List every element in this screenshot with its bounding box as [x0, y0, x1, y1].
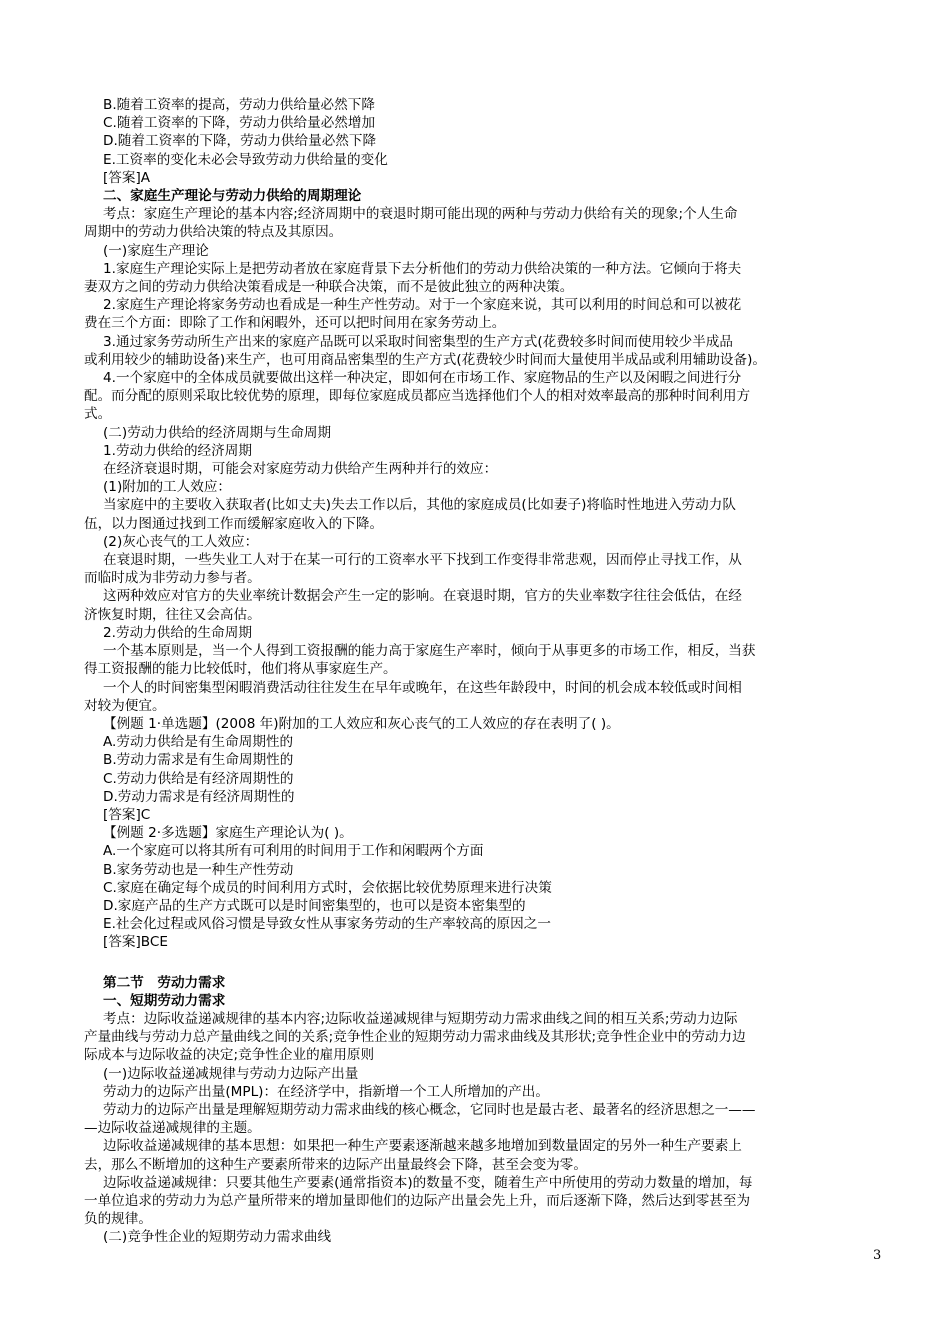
- text-line: 一个人的时间密集型闲暇消费活动往往发生在早年或晚年，在这些年龄段中，时间的机会成本较低或时间相: [103, 679, 742, 696]
- text-line: C.随着工资率的下降，劳动力供给量必然增加: [103, 115, 376, 132]
- text-line: 边际收益递减规律的基本思想：如果把一种生产要素逐渐越来越多地增加到数量固定的另外一种生产要素上: [103, 1138, 742, 1155]
- text-line: D.随着工资率的下降，劳动力供给量必然下降: [103, 133, 377, 150]
- text-line: 【例题 2·多选题】家庭生产理论认为( )。: [103, 825, 353, 842]
- text-line: D.劳动力需求是有经济周期性的: [103, 788, 295, 805]
- text-line: 配。而分配的原则采取比较优势的原理，即每位家庭成员都应当选择他们个人的相对效率最高的那种时间利用方: [84, 388, 751, 405]
- text-line: (二)劳动力供给的经济周期与生命周期: [103, 424, 332, 441]
- text-line: (2)灰心丧气的工人效应：: [103, 533, 259, 550]
- text-line: 【例题 1·单选题】(2008 年)附加的工人效应和灰心丧气的工人效应的存在表明了( )。: [103, 715, 620, 732]
- text-line: 考点：边际收益递减规律的基本内容;边际收益递减规律与短期劳动力需求曲线之间的相互关系;劳动力边际: [103, 1010, 738, 1027]
- text-line: 去，那么不断增加的这种生产要素所带来的边际产出量最终会下降，甚至会变为零。: [84, 1156, 587, 1173]
- text-line: 负的规律。: [84, 1211, 152, 1228]
- text-line: 产量曲线与劳动力总产量曲线之间的关系;竞争性企业的短期劳动力需求曲线及其形状;竞争性企业中的劳动力边: [84, 1029, 746, 1046]
- text-line: [答案]BCE: [103, 934, 168, 951]
- text-line: 当家庭中的主要收入获取者(比如丈夫)失去工作以后，其他的家庭成员(比如妻子)将临时性地进入劳动力队: [103, 497, 736, 514]
- text-line: 或利用较少的辅助设备)来生产，也可用商品密集型的生产方式(花费较少时间而大量使用半成品或利用辅助设备)。: [84, 351, 767, 368]
- text-line: E.工资率的变化未必会导致劳动力供给量的变化: [103, 151, 388, 168]
- text-line: 际成本与边际收益的决定;竞争性企业的雇用原则: [84, 1047, 375, 1064]
- text-line: 伍，以力图通过找到工作而缓解家庭收入的下降。: [84, 515, 384, 532]
- text-line: 劳动力的边际产出量是理解短期劳动力需求曲线的核心概念，它同时也是最古老、最著名的经济思想之一——: [103, 1101, 756, 1118]
- document-body: [84, 96, 884, 1247]
- text-line: A.一个家庭可以将其所有可利用的时间用于工作和闲暇两个方面: [103, 843, 484, 860]
- text-line: 式。: [84, 406, 112, 423]
- section-heading: 二、家庭生产理论与劳动力供给的周期理论: [103, 188, 362, 205]
- text-line: B.劳动力需求是有生命周期性的: [103, 752, 294, 769]
- text-line: D.家庭产品的生产方式既可以是时间密集型的，也可以是资本密集型的: [103, 897, 526, 914]
- text-line: B.随着工资率的提高，劳动力供给量必然下降: [103, 97, 375, 113]
- text-line: 而临时成为非劳动力参与者。: [84, 570, 261, 587]
- text-line: [答案]A: [103, 169, 151, 186]
- text-line: (1)附加的工人效应：: [103, 479, 232, 496]
- text-line: 妻双方之间的劳动力供给决策看成是一种联合决策，而不是彼此独立的两种决策。: [84, 279, 574, 296]
- text-line: 得工资报酬的能力比较低时，他们将从事家庭生产。: [84, 661, 397, 678]
- text-line: 3.通过家务劳动所生产出来的家庭产品既可以采取时间密集型的生产方式(花费较多时间而使用较少半成品: [103, 333, 733, 350]
- text-line: C.家庭在确定每个成员的时间利用方式时，会依据比较优势原理来进行决策: [103, 879, 552, 896]
- text-line: 费在三个方面：即除了工作和闲暇外，还可以把时间用在家务劳动上。: [84, 315, 506, 332]
- text-line: 对较为便宜。: [84, 697, 166, 714]
- text-line: 一单位追求的劳动力为总产量所带来的增加量即他们的边际产出量会先上升，而后逐渐下降，然后达到零甚至为: [84, 1192, 751, 1209]
- text-line: 2.家庭生产理论将家务劳动也看成是一种生产性劳动。对于一个家庭来说，其可以利用的时间总和可以被花: [103, 297, 742, 314]
- text-line: B.家务劳动也是一种生产性劳动: [103, 861, 294, 878]
- text-line: 1.家庭生产理论实际上是把劳动者放在家庭背景下去分析他们的劳动力供给决策的一种方法。它倾向于将夫: [103, 260, 742, 277]
- section-heading: 第二节 劳动力需求: [103, 974, 226, 991]
- text-line: 在衰退时期，一些失业工人对于在某一可行的工资率水平下找到工作变得非常悲观，因而停止寻找工作，从: [103, 552, 742, 569]
- text-line: 1.劳动力供给的经济周期: [103, 442, 252, 459]
- text-line: C.劳动力供给是有经济周期性的: [103, 770, 294, 787]
- text-line: 周期中的劳动力供给决策的特点及其原因。: [84, 224, 343, 241]
- text-line: 4.一个家庭中的全体成员就要做出这样一种决定，即如何在市场工作、家庭物品的生产以及闲暇之间进行分: [103, 370, 742, 387]
- text-line: 一个基本原则是，当一个人得到工资报酬的能力高于家庭生产率时，倾向于从事更多的市场工作，相反，当获: [103, 643, 756, 660]
- spacer: [84, 952, 884, 974]
- text-line: 这两种效应对官方的失业率统计数据会产生一定的影响。在衰退时期，官方的失业率数字往往会低估，在经: [103, 588, 742, 605]
- text-line: E.社会化过程或风俗习惯是导致女性从事家务劳动的生产率较高的原因之一: [103, 916, 551, 933]
- text-line: (一)边际收益递减规律与劳动力边际产出量: [103, 1065, 359, 1082]
- text-line: —边际收益递减规律的主题。: [84, 1120, 261, 1137]
- text-line: 边际收益递减规律：只要其他生产要素(通常指资本)的数量不变，随着生产中所使用的劳动力数量的增加，每: [103, 1174, 753, 1191]
- text-line: 济恢复时期，往往又会高估。: [84, 606, 261, 623]
- text-line: 考点：家庭生产理论的基本内容;经济周期中的衰退时期可能出现的两种与劳动力供给有关的现象;个人生命: [103, 206, 738, 223]
- text-line: 劳动力的边际产出量(MPL)：在经济学中，指新增一个工人所增加的产出。: [103, 1083, 549, 1100]
- text-line: A.劳动力供给是有生命周期性的: [103, 734, 294, 751]
- text-line: (一)家庭生产理论: [103, 242, 209, 259]
- text-line: 2.劳动力供给的生命周期: [103, 624, 252, 641]
- text-line: 在经济衰退时期，可能会对家庭劳动力供给产生两种并行的效应：: [103, 461, 498, 478]
- page-number: 3: [873, 1248, 882, 1263]
- section-heading: 一、短期劳动力需求: [103, 992, 226, 1009]
- text-line: [答案]C: [103, 806, 151, 823]
- text-line: (二)竞争性企业的短期劳动力需求曲线: [103, 1229, 332, 1246]
